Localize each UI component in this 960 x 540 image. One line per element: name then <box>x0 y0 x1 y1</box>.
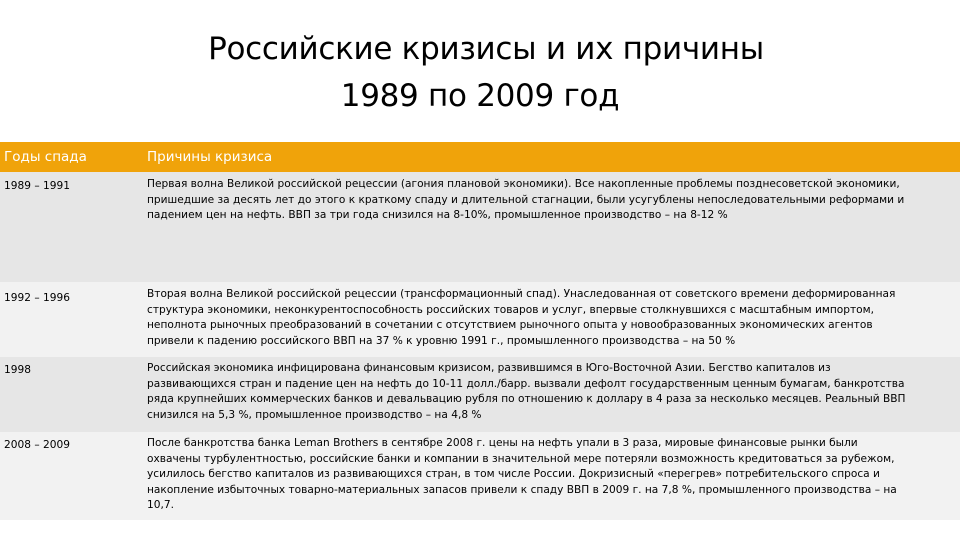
table-header <box>0 142 960 172</box>
cause-line: охвачены турбулентностью, российские банки и компании в значительной мере потеряли возможность кредитоваться за рубежом, <box>147 452 895 465</box>
cause-line: снизился на 5,3 %, промышленное производство – на 4,8 % <box>147 408 482 421</box>
table-row <box>0 357 960 432</box>
cause-line: неполнота рыночных преобразований в сочетании с отсутствием рыночного опыта у новообразованных экономических агентов <box>147 319 873 332</box>
row-cause <box>147 177 953 224</box>
header-causes: Причины кризиса <box>147 149 273 165</box>
cause-line: 10,7. <box>147 499 174 512</box>
table-row <box>0 282 960 357</box>
table-row <box>0 172 960 282</box>
row-years: 1989 – 1991 <box>4 180 70 192</box>
cause-line: усилилось бегство капиталов из развивающихся стран, в том числе России. Докризисный «перегрев» потребительского спроса и <box>147 468 880 481</box>
row-cause <box>147 287 953 349</box>
title-line-1: Российские кризисы и их причины <box>208 31 764 67</box>
table-row <box>0 432 960 520</box>
cause-line: падением цен на нефть. ВВП за три года снизился на 8-10%, промышленное производство – на 8-12 % <box>147 209 728 222</box>
cause-line: накопление избыточных товарно-материальных запасов привели к спаду ВВП в 2009 г. на 7,8 %, промышленного производства – на <box>147 483 897 496</box>
cause-line: После банкротства банка Leman Brothers в сентябре 2008 г. цены на нефть упали в 3 раза, мировые финансовые рынки были <box>147 437 858 449</box>
cause-line: структура экономики, неконкурентоспособность российских товаров и услуг, впервые столкнувшихся с масштабным импортом, <box>147 303 874 316</box>
cause-line: Российская экономика инфицирована финансовым кризисом, развившимся в Юго-Восточной Азии. Бегство капиталов из <box>147 362 831 374</box>
row-years: 2008 – 2009 <box>4 439 70 451</box>
title-line-2: 1989 по 2009 год <box>340 78 620 114</box>
cause-line: пришедшие за десять лет до этого к краткому спаду и длительной стагнации, были усугублены непоследовательными реформами и <box>147 193 905 206</box>
slide-title <box>0 26 960 120</box>
cause-line: Первая волна Великой российской рецессии (агония плановой экономики). Все накопленные проблемы позднесоветской экономики, <box>147 178 900 190</box>
row-years: 1992 – 1996 <box>4 292 70 304</box>
cause-line: Вторая волна Великой российской рецессии (трансформационный спад). Унаследованная от советского времени деформированная <box>147 288 896 300</box>
cause-line: привели к падению российского ВВП на 37 % к уровню 1991 г., промышленного производства – на 50 % <box>147 334 736 347</box>
cause-line: ряда крупнейших коммерческих банков и девальвацию рубля по отношению к доллару в 4 раза за несколько месяцев. Реальный ВВП <box>147 393 906 406</box>
row-years: 1998 <box>4 364 31 376</box>
cause-line: развивающихся стран и падение цен на нефть до 10-11 долл./барр. вызвали дефолт государственным ценным бумагам, банкротства <box>147 377 905 390</box>
row-cause <box>147 361 953 423</box>
row-cause <box>147 436 953 514</box>
header-years: Годы спада <box>4 149 87 165</box>
crisis-table <box>0 142 960 520</box>
